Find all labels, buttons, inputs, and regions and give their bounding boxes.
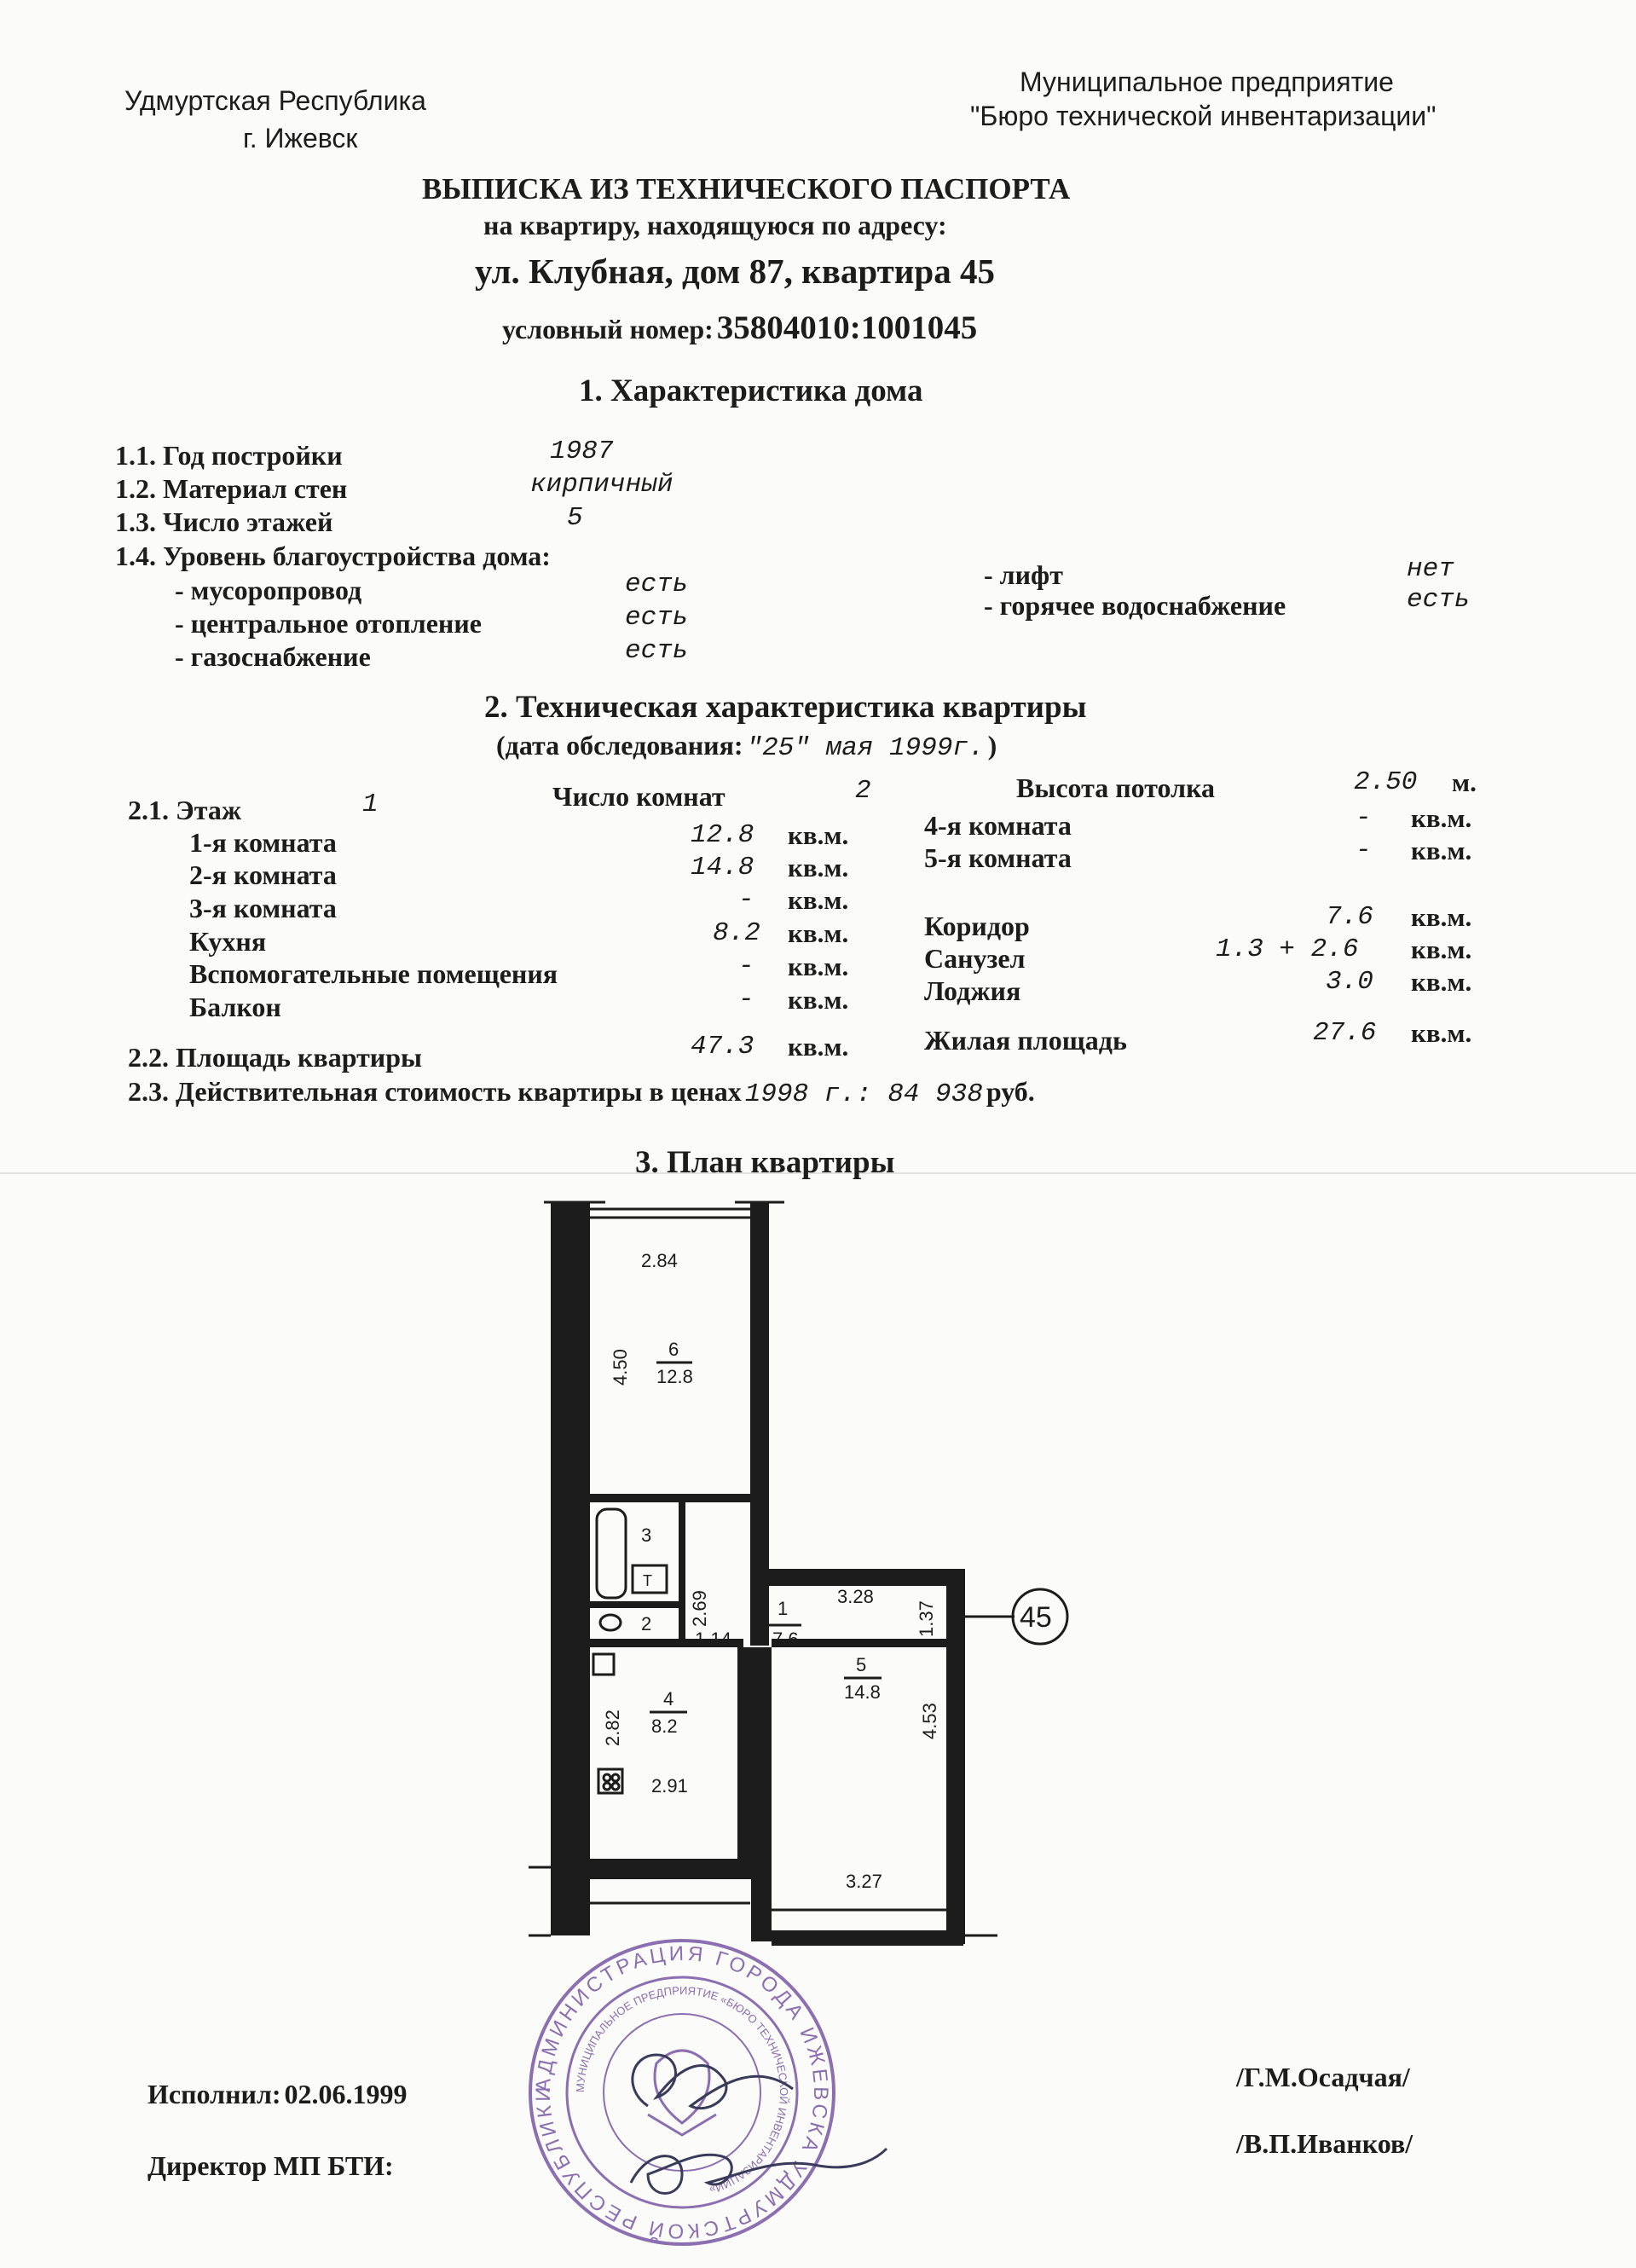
- room5-value: -: [1356, 836, 1372, 865]
- aux-value: -: [738, 952, 754, 981]
- lift-label: - лифт: [984, 559, 1063, 590]
- plan-dim: 2.82: [602, 1710, 623, 1746]
- living-unit: кв.м.: [1411, 1018, 1472, 1048]
- plan-dim: 4.53: [919, 1703, 940, 1739]
- loggia-label: Лоджия: [924, 975, 1021, 1006]
- stamp-emblem-base: [648, 2115, 716, 2135]
- doc-subtitle: на квартиру, находящуюся по адресу:: [483, 210, 947, 240]
- corridor-unit: кв.м.: [1411, 902, 1472, 932]
- doc-address: ул. Клубная, дом 87, квартира 45: [475, 252, 995, 291]
- header-republic: Удмуртская Республика: [124, 85, 426, 116]
- room3-label: 3-я комната: [189, 893, 337, 923]
- section1-heading: 1. Характеристика дома: [579, 373, 923, 408]
- plan-wall-bath-right: [679, 1502, 685, 1639]
- lift-value: нет: [1407, 554, 1454, 584]
- stamp-emblem: [655, 2051, 709, 2123]
- corridor-value: 7.6: [1326, 902, 1373, 932]
- room1-label: 1-я комната: [189, 827, 337, 858]
- stamp-inner-text: МУНИЦИПАЛЬНОЕ ПРЕДПРИЯТИЕ «БЮРО ТЕХНИЧЕСКОЙ ИНВЕНТАРИЗАЦИИ»: [573, 1983, 791, 2197]
- gas-value: есть: [625, 636, 689, 666]
- plan-room-num: 3: [641, 1525, 652, 1546]
- plan-room-num: 1: [778, 1598, 789, 1619]
- area-value: 47.3: [691, 1032, 754, 1062]
- plan-room-num: 5: [856, 1654, 867, 1675]
- plan-dim: 4.50: [610, 1349, 631, 1386]
- room3-value: -: [738, 885, 754, 915]
- section3-heading: 3. План квартиры: [635, 1145, 895, 1180]
- hotwater-label: - горячее водоснабжение: [984, 590, 1286, 621]
- area-unit: кв.м.: [788, 1032, 849, 1062]
- room5-unit: кв.м.: [1411, 836, 1472, 865]
- plan-room-num: 4: [663, 1688, 674, 1710]
- material-value: кирпичный: [530, 470, 673, 500]
- cost-label: 2.3. Действительная стоимость квартиры в ценах: [128, 1076, 742, 1107]
- plan-room-area: 8.2: [651, 1715, 678, 1737]
- balcony-label: Балкон: [189, 992, 281, 1022]
- plan-stove-burner: [604, 1774, 610, 1781]
- amenities-label: 1.4. Уровень благоустройства дома:: [115, 541, 551, 571]
- cond-number-label: условный номер:: [502, 314, 714, 344]
- kitchen-value: 8.2: [713, 918, 760, 948]
- floor-value: 1: [362, 790, 379, 819]
- plan-wall-bath-divider: [590, 1601, 679, 1608]
- room2-unit: кв.м.: [788, 853, 849, 882]
- room4-value: -: [1356, 803, 1372, 833]
- plan-wall-right: [946, 1569, 965, 1944]
- plan-wall-left: [551, 1202, 590, 1935]
- plan-stove-burner: [612, 1774, 619, 1781]
- room2-value: 14.8: [691, 853, 754, 882]
- living-label: Жилая площадь: [924, 1025, 1127, 1056]
- loggia-unit: кв.м.: [1411, 967, 1472, 997]
- plan-dim: 2.69: [689, 1590, 710, 1627]
- plan-bathtub: [597, 1509, 626, 1598]
- balcony-value: -: [738, 985, 754, 1015]
- performer-name: /Г.М.Осадчая/: [1236, 2062, 1410, 2092]
- plan-wall-bottom-right: [772, 1930, 963, 1946]
- stamp-outer-text: АДМИНИСТРАЦИЯ ГОРОДА ИЖЕВСКА УДМУРТСКОЙ РЕСПУБЛИКИ: [531, 1941, 833, 2243]
- material-label: 1.2. Материал стен: [115, 473, 348, 504]
- room2-label: 2-я комната: [189, 859, 337, 890]
- living-value: 27.6: [1313, 1018, 1377, 1048]
- kitchen-label: Кухня: [189, 926, 267, 957]
- year-value: 1987: [550, 437, 614, 466]
- room4-unit: кв.м.: [1411, 803, 1472, 833]
- performed-label: Исполнил:: [147, 2079, 281, 2109]
- hotwater-value: есть: [1407, 585, 1471, 615]
- plan-wall-r6-bottom: [590, 1494, 750, 1502]
- plan-dim: 3.28: [837, 1586, 874, 1607]
- room1-unit: кв.м.: [788, 820, 849, 850]
- performed-line: [147, 2079, 408, 2110]
- signatures: [631, 2055, 887, 2194]
- bath-value: 1.3 + 2.6: [1216, 934, 1359, 964]
- plan-room-area: 12.8: [656, 1366, 693, 1387]
- room5-label: 5-я комната: [924, 842, 1072, 873]
- plan-dim: 2.84: [641, 1250, 678, 1271]
- plan-dim: 2.91: [651, 1775, 688, 1796]
- plan-walls: [551, 1202, 965, 1946]
- plan-toilet: [600, 1615, 621, 1630]
- ceiling-unit: м.: [1452, 767, 1477, 797]
- plan-dim: 1.37: [916, 1600, 937, 1637]
- garbage-value: есть: [625, 570, 689, 599]
- stamp-ring-center: [604, 2014, 760, 2171]
- plan-wall-bottom-left: [551, 1859, 755, 1879]
- survey-label: (дата обследования:: [496, 730, 743, 761]
- room3-unit: кв.м.: [788, 885, 849, 915]
- plan-room-area: 14.8: [844, 1681, 881, 1703]
- kitchen-unit: кв.м.: [788, 918, 849, 948]
- loggia-value: 3.0: [1326, 967, 1373, 997]
- rooms-label: Число комнат: [552, 781, 726, 812]
- header-enterprise: Муниципальное предприятие: [1020, 67, 1394, 97]
- survey-close: ): [987, 730, 997, 761]
- plan-dim: 1.14: [695, 1629, 731, 1650]
- bath-unit: кв.м.: [1411, 934, 1472, 964]
- floor-label: 2.1. Этаж: [128, 795, 242, 825]
- floors-value: 5: [567, 503, 583, 533]
- plan-room-num: 2: [641, 1613, 652, 1634]
- plan-wall-corridor-top: [750, 1569, 946, 1586]
- corridor-label: Коридор: [924, 911, 1030, 941]
- official-stamp: [530, 1941, 834, 2244]
- plan-kitchen-corner: [593, 1654, 614, 1675]
- heating-label: - центральное отопление: [175, 608, 482, 639]
- ceiling-label: Высота потолка: [1016, 772, 1216, 803]
- aux-label: Вспомогательные помещения: [189, 958, 558, 989]
- area-label: 2.2. Площадь квартиры: [128, 1042, 422, 1073]
- heating-value: есть: [625, 603, 689, 633]
- bath-label: Санузел: [924, 943, 1026, 974]
- room1-value: 12.8: [691, 820, 754, 850]
- header-city: г. Ижевск: [243, 123, 358, 153]
- gas-label: - газоснабжение: [175, 641, 371, 672]
- plan-wall-r5-left: [751, 1647, 772, 1941]
- floors-label: 1.3. Число этажей: [115, 506, 333, 537]
- plan-t-mark: Т: [643, 1572, 652, 1589]
- room4-label: 4-я комната: [924, 810, 1072, 841]
- performed-date: 02.06.1999: [284, 2079, 408, 2109]
- plan-room-area: 7.6: [772, 1629, 799, 1650]
- director-label: Директор МП БТИ:: [147, 2150, 394, 2181]
- header-bureau: "Бюро технической инвентаризации": [970, 101, 1437, 131]
- plan-apt-number: 45: [1020, 1601, 1052, 1634]
- director-name: /В.П.Иванков/: [1236, 2128, 1413, 2159]
- plan-stove-burner: [612, 1783, 619, 1790]
- doc-title: ВЫПИСКА ИЗ ТЕХНИЧЕСКОГО ПАСПОРТА: [422, 172, 1071, 205]
- plan-room-num: 6: [668, 1339, 679, 1360]
- plan-stove-burner: [604, 1783, 610, 1790]
- section2-heading: 2. Техническая характеристика квартиры: [484, 690, 1087, 725]
- cost-unit: руб.: [986, 1076, 1035, 1107]
- cost-value: 1998 г.: 84 938: [744, 1079, 983, 1109]
- garbage-label: - мусоропровод: [175, 575, 362, 605]
- balcony-unit: кв.м.: [788, 985, 849, 1015]
- survey-date: "25" мая 1999г.: [746, 733, 985, 763]
- rooms-value: 2: [855, 776, 871, 806]
- year-label: 1.1. Год постройки: [115, 440, 343, 471]
- aux-unit: кв.м.: [788, 952, 849, 981]
- plan-dim: 3.27: [846, 1871, 882, 1892]
- cond-number-value: 35804010:1001045: [716, 310, 978, 346]
- ceiling-value: 2.50: [1354, 767, 1418, 797]
